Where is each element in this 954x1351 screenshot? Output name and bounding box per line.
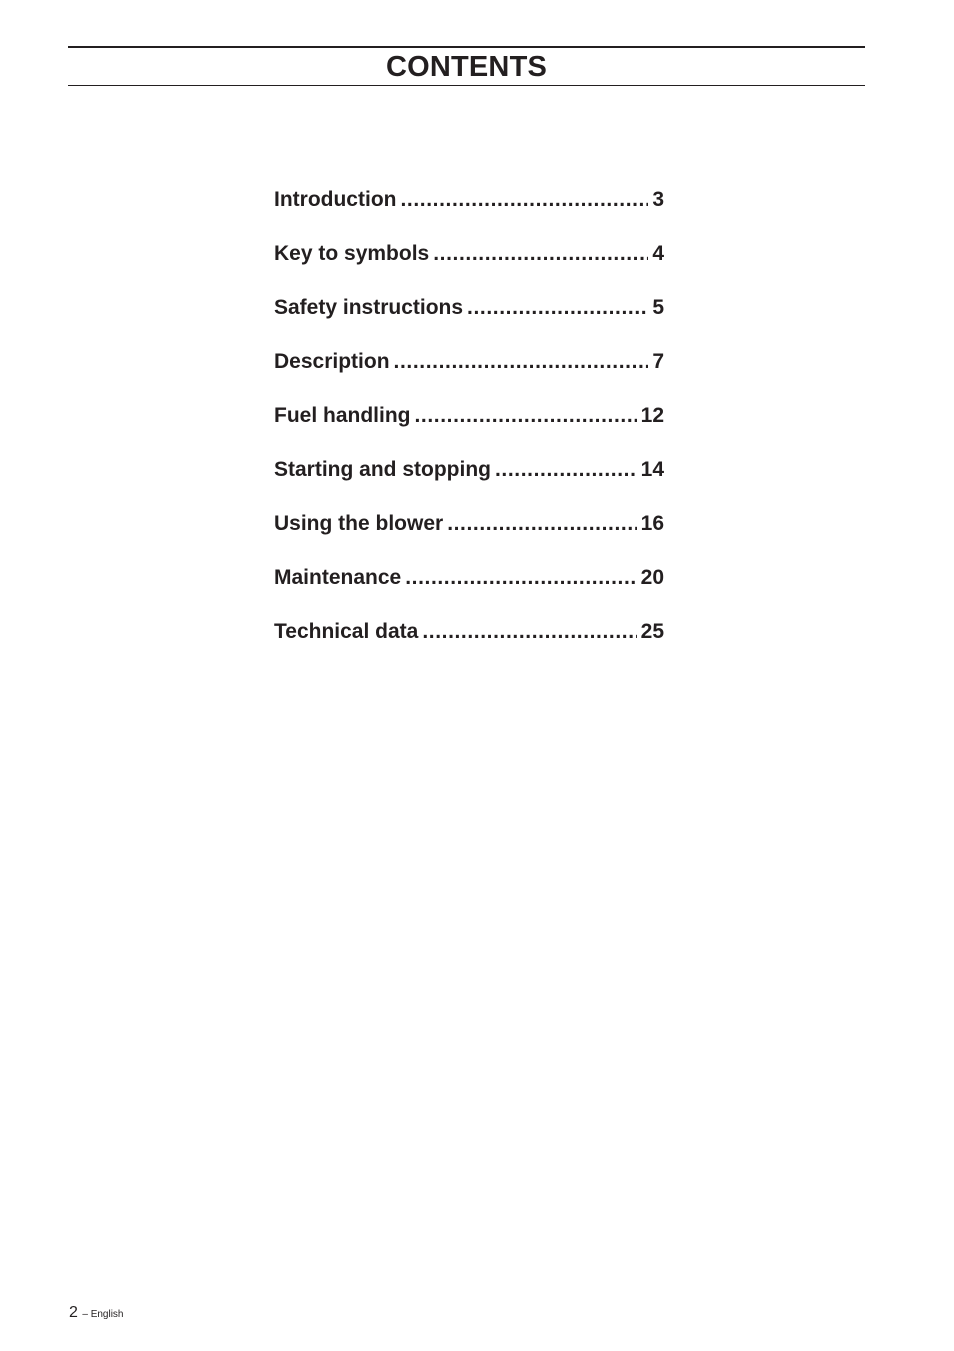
toc-entry-description[interactable] <box>274 348 664 402</box>
toc-entry-label: Technical data <box>274 620 419 643</box>
toc-entry-page: 3 <box>652 188 664 211</box>
toc-entry-label: Fuel handling <box>274 404 411 427</box>
toc-entry-label: Description <box>274 350 390 373</box>
toc-entry-technical-data[interactable] <box>274 618 664 672</box>
toc-entry-using-the-blower[interactable] <box>274 510 664 564</box>
toc-entry-page: 12 <box>640 404 664 427</box>
toc-entry-label: Using the blower <box>274 512 444 535</box>
toc-dot-leader <box>495 456 637 484</box>
toc-dot-leader <box>394 348 649 376</box>
toc-dot-leader <box>447 510 636 538</box>
page-footer <box>69 1303 124 1325</box>
toc-entry-label: Key to symbols <box>274 242 430 265</box>
table-of-contents <box>274 186 664 672</box>
contents-header <box>68 46 865 86</box>
toc-entry-fuel-handling[interactable] <box>274 402 664 456</box>
footer-page-number: 2 <box>69 1304 78 1321</box>
toc-entry-page: 25 <box>640 620 664 643</box>
toc-entry-safety-instructions[interactable] <box>274 294 664 348</box>
toc-entry-key-to-symbols[interactable] <box>274 240 664 294</box>
toc-entry-label: Maintenance <box>274 566 402 589</box>
toc-entry-page: 20 <box>640 566 664 589</box>
toc-entry-page: 4 <box>652 242 664 265</box>
toc-dot-leader <box>433 240 648 268</box>
footer-language: – English <box>82 1309 124 1320</box>
toc-entry-page: 16 <box>640 512 664 535</box>
toc-entry-label: Safety instructions <box>274 296 464 319</box>
toc-entry-page: 7 <box>652 350 664 373</box>
toc-entry-maintenance[interactable] <box>274 564 664 618</box>
toc-dot-leader <box>422 618 636 646</box>
toc-dot-leader <box>415 402 637 430</box>
toc-dot-leader <box>405 564 636 592</box>
toc-entry-starting-and-stopping[interactable] <box>274 456 664 510</box>
toc-entry-page: 14 <box>640 458 664 481</box>
toc-entry-label: Starting and stopping <box>274 458 491 481</box>
toc-entry-label: Introduction <box>274 188 397 211</box>
page-title: CONTENTS <box>385 51 548 83</box>
toc-dot-leader <box>467 294 648 322</box>
toc-dot-leader <box>400 186 648 214</box>
toc-entry-page: 5 <box>652 296 664 319</box>
toc-entry-introduction[interactable] <box>274 186 664 240</box>
